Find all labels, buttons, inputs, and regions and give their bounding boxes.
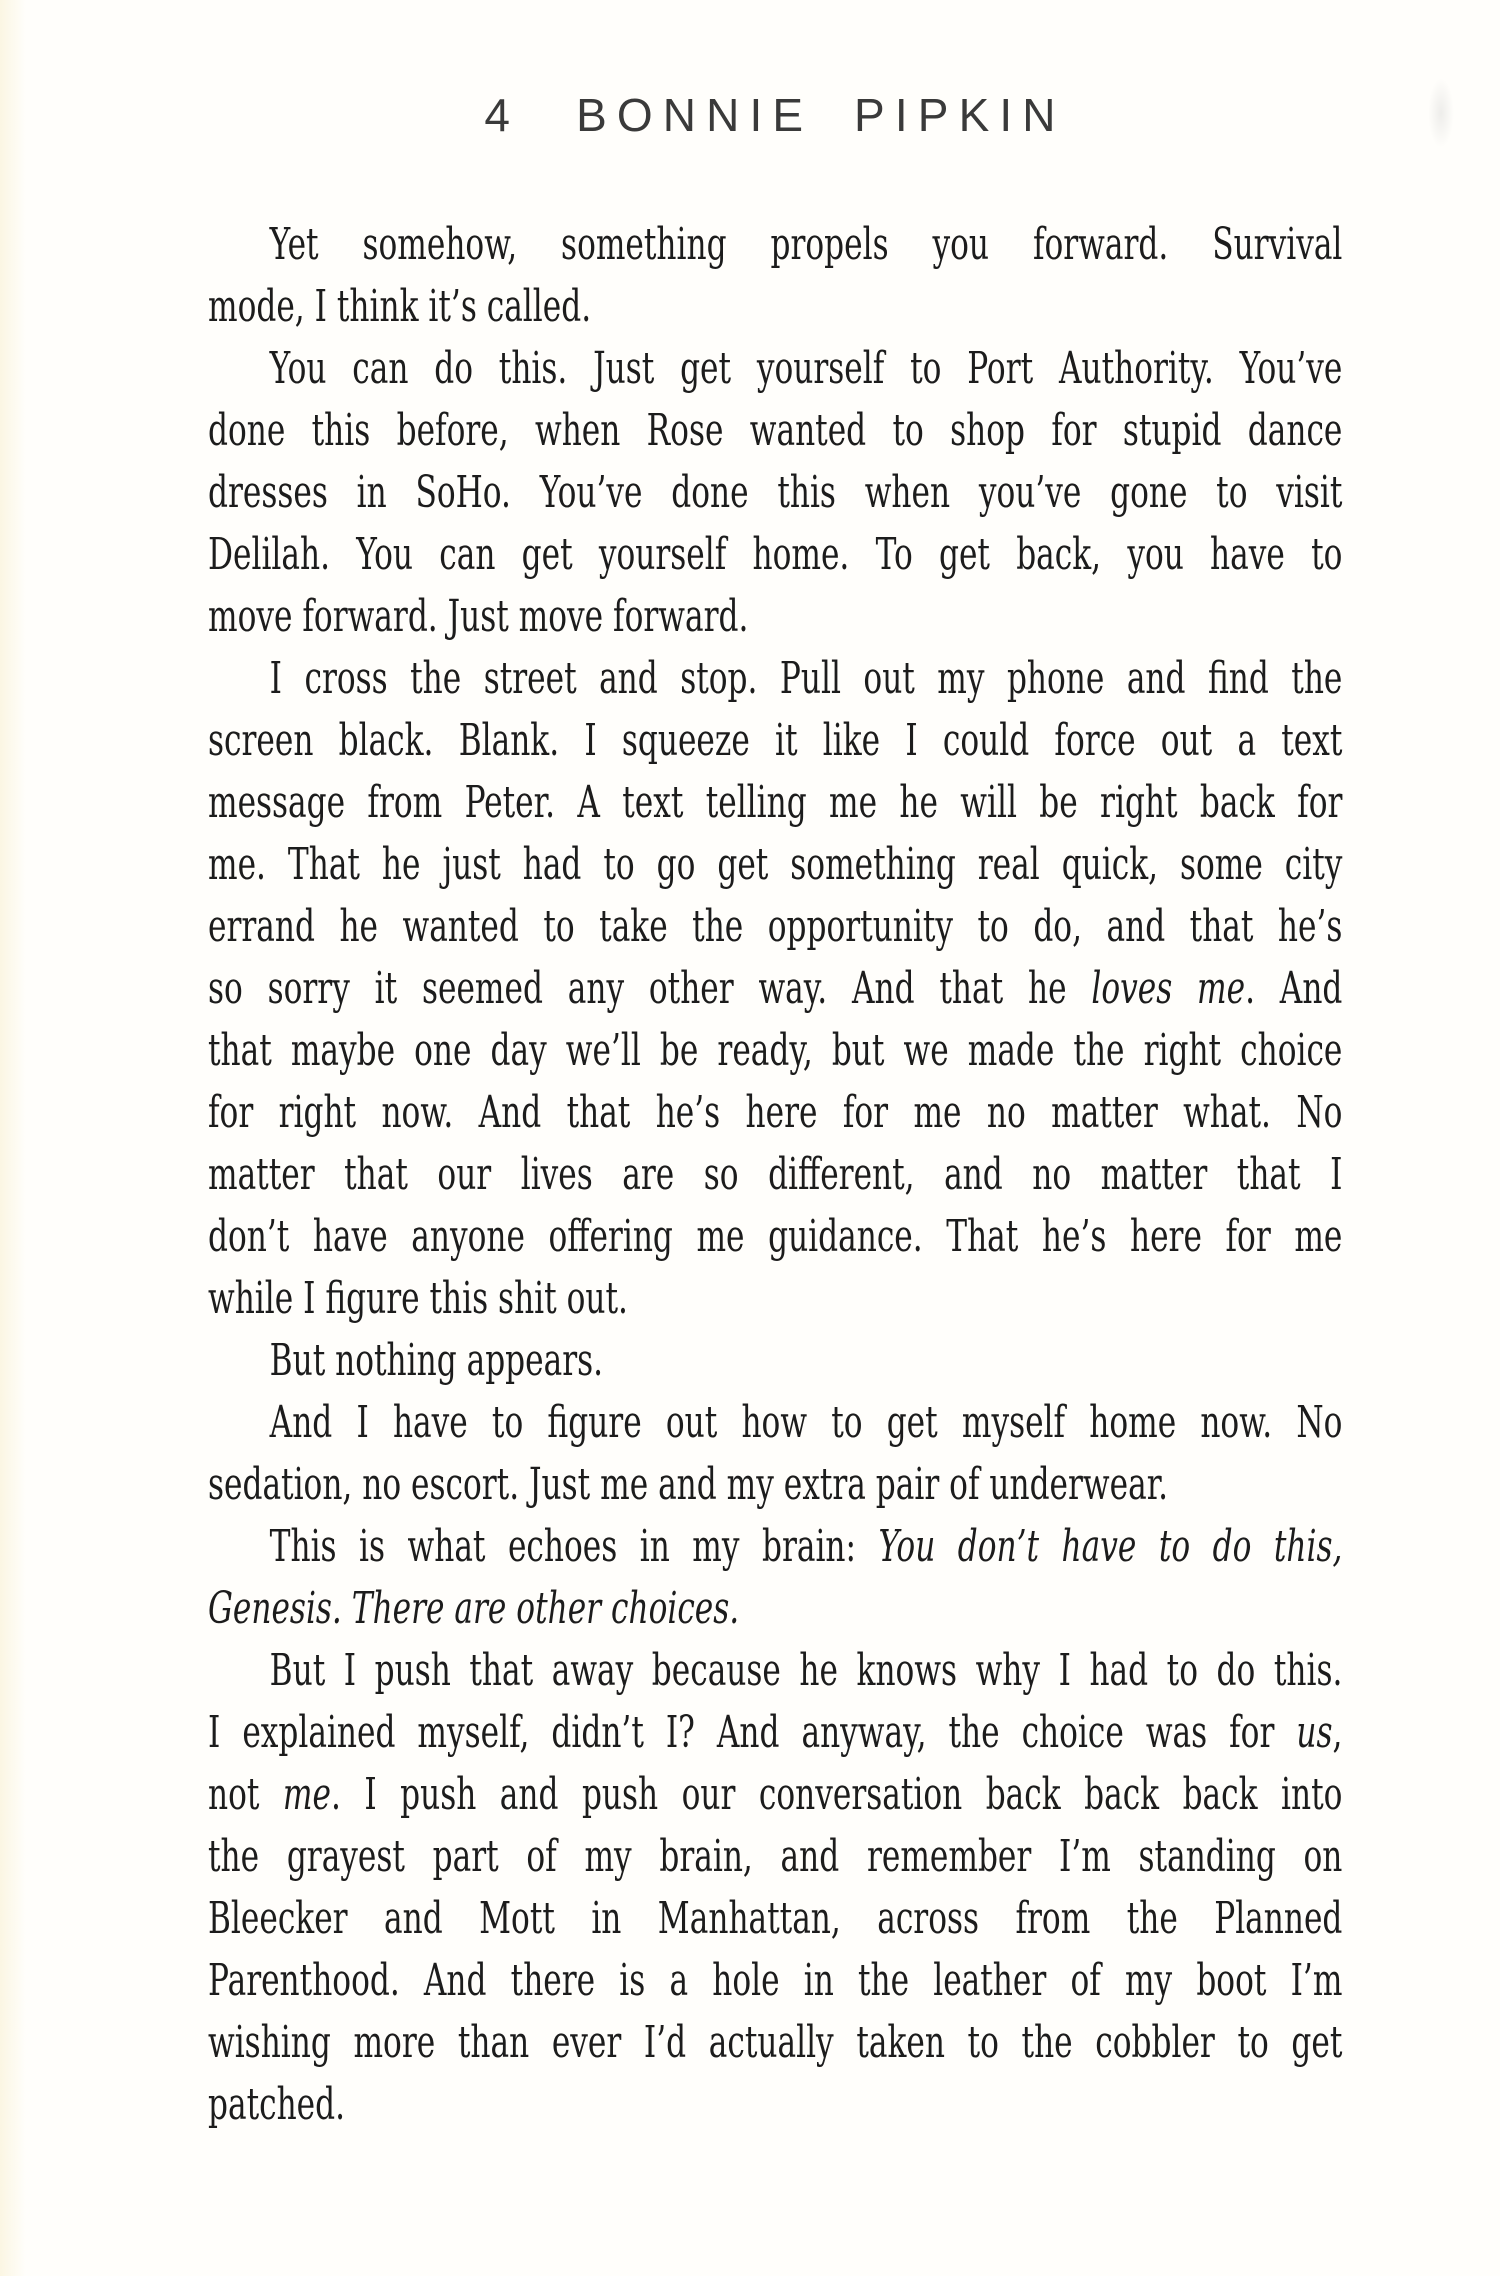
text-line: You can do this. Just get yourself to Port Authority. You’ve	[269, 343, 1343, 394]
body-text	[208, 214, 1500, 2136]
text-line: This is what echoes in my brain: You don’t have to do this,	[269, 1521, 1343, 1572]
text-line: patched.	[208, 2079, 346, 2130]
text-line: matter that our lives are so different, and no matter that I	[208, 1149, 1343, 1200]
text-line: message from Peter. A text telling me he will be right back for	[208, 777, 1343, 828]
text-line: don’t have anyone offering me guidance. That he’s here for me	[208, 1211, 1343, 1262]
text-line: But nothing appears.	[269, 1335, 604, 1386]
text-line: sedation, no escort. Just me and my extra pair of underwear.	[208, 1459, 1169, 1510]
text-line: me. That he just had to go get something real quick, some city	[208, 839, 1343, 890]
text-line: Delilah. You can get yourself home. To get back, you have to	[208, 529, 1343, 580]
text-line: Bleecker and Mott in Manhattan, across from the Planned	[208, 1893, 1343, 1944]
text-line: Parenthood. And there is a hole in the leather of my boot I’m	[208, 1955, 1343, 2006]
text-line: done this before, when Rose wanted to shop for stupid dance	[208, 405, 1343, 456]
text-line: wishing more than ever I’d actually taken to the cobbler to get	[208, 2017, 1343, 2068]
text-line: Genesis. There are other choices.	[208, 1583, 740, 1634]
text-line: dresses in SoHo. You’ve done this when you’ve gone to visit	[208, 467, 1343, 518]
text-line: not me. I push and push our conversation back back back into	[208, 1769, 1343, 1820]
running-head	[208, 89, 1342, 141]
running-head-author: BONNIE PIPKIN	[576, 89, 1066, 141]
text-line: I explained myself, didn’t I? And anyway, the choice was for us,	[208, 1707, 1343, 1758]
text-line: while I figure this shit out.	[208, 1273, 628, 1324]
text-line: I cross the street and stop. Pull out my phone and find the	[269, 653, 1343, 704]
text-line: mode, I think it’s called.	[208, 281, 592, 332]
scan-artifact	[1428, 78, 1454, 148]
page-edge-tint	[0, 0, 26, 2276]
text-line: move forward. Just move forward.	[208, 591, 749, 642]
text-line: errand he wanted to take the opportunity to do, and that he’s	[208, 901, 1343, 952]
page-number: 4	[484, 89, 521, 141]
text-line: But I push that away because he knows why I had to do this.	[269, 1645, 1343, 1696]
text-line: for right now. And that he’s here for me no matter what. No	[208, 1087, 1343, 1138]
text-line: Yet somehow, something propels you forward. Survival	[269, 219, 1343, 270]
text-line: And I have to figure out how to get myself home now. No	[269, 1397, 1343, 1448]
text-line: the grayest part of my brain, and remember I’m standing on	[208, 1831, 1343, 1882]
text-line: screen black. Blank. I squeeze it like I could force out a text	[208, 715, 1343, 766]
text-line: so sorry it seemed any other way. And that he loves me. And	[208, 963, 1343, 1014]
text-line: that maybe one day we’ll be ready, but we made the right choice	[208, 1025, 1343, 1076]
